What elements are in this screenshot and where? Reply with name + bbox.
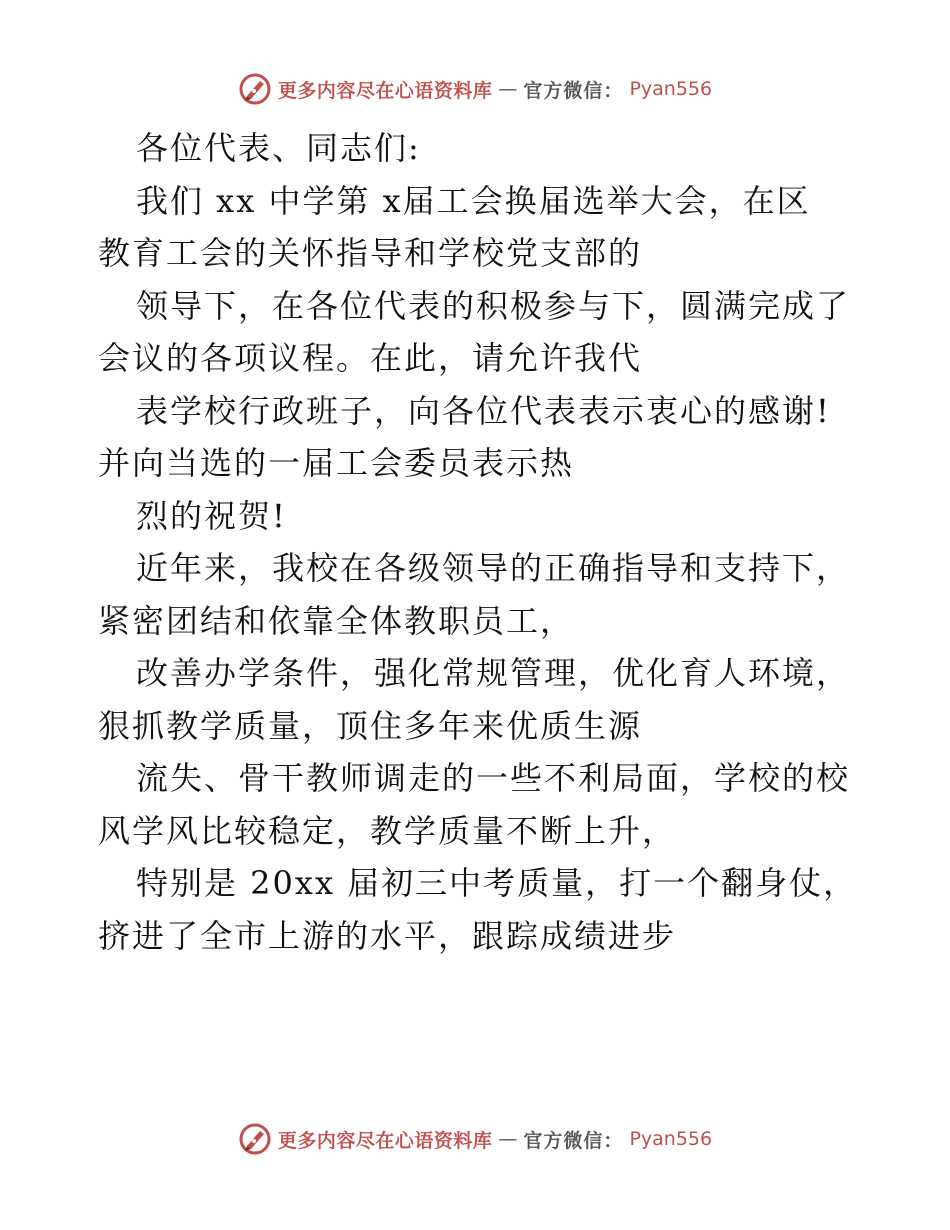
pen-logo-icon bbox=[238, 72, 272, 106]
banner-text: 更多内容尽在心语资料库 bbox=[277, 79, 493, 102]
banner-separator: — bbox=[498, 1128, 518, 1150]
paragraph-line: 狠抓教学质量，顶住多年来优质生源 bbox=[98, 706, 643, 745]
pen-logo-icon bbox=[238, 1122, 272, 1156]
paragraph-line: 领导下，在各位代表的积极参与下，圆满完成了 bbox=[136, 286, 851, 325]
banner-text: 更多内容尽在心语资料库 bbox=[277, 1129, 493, 1152]
paragraph-line: 改善办学条件，强化常规管理，优化育人环境， bbox=[136, 654, 851, 692]
paragraph-line: 教育工会的关怀指导和学校党支部的 bbox=[98, 234, 643, 272]
paragraph-line: 各位代表、同志们: bbox=[136, 129, 421, 167]
footer-banner bbox=[0, 1122, 950, 1156]
banner-official-label: 官方微信： bbox=[523, 79, 624, 102]
paragraph-line: 会议的各项议程。在此，请允许我代 bbox=[98, 339, 643, 377]
paragraph-line: 紧密团结和依靠全体教职员工， bbox=[98, 601, 575, 640]
paragraph-line: 流失、骨干教师调走的一些不利局面，学校的校 bbox=[136, 759, 851, 797]
banner-wechat-id: Pyan556 bbox=[629, 1128, 713, 1150]
banner-separator: — bbox=[498, 78, 518, 100]
banner-wechat-id: Pyan556 bbox=[629, 78, 713, 100]
paragraph-line: 风学风比较稳定，教学质量不断上升， bbox=[98, 811, 677, 850]
paragraph-line: 表学校行政班子，向各位代表表示衷心的感谢! bbox=[136, 391, 831, 430]
paragraph-line: 挤进了全市上游的水平，跟踪成绩进步 bbox=[98, 916, 677, 955]
header-banner bbox=[0, 72, 950, 106]
paragraph-line: 我们 xx 中学第 x届工会换届选举大会，在区 bbox=[136, 181, 811, 220]
paragraph-line: 并向当选的一届工会委员表示热 bbox=[98, 444, 575, 482]
paragraph-line: 特别是 20xx 届初三中考质量，打一个翻身仗， bbox=[136, 864, 858, 902]
banner-official-label: 官方微信： bbox=[523, 1129, 624, 1152]
paragraph-line: 近年来，我校在各级领导的正确指导和支持下， bbox=[136, 549, 851, 587]
paragraph-line: 烈的祝贺! bbox=[136, 496, 287, 535]
document-body bbox=[98, 122, 858, 962]
